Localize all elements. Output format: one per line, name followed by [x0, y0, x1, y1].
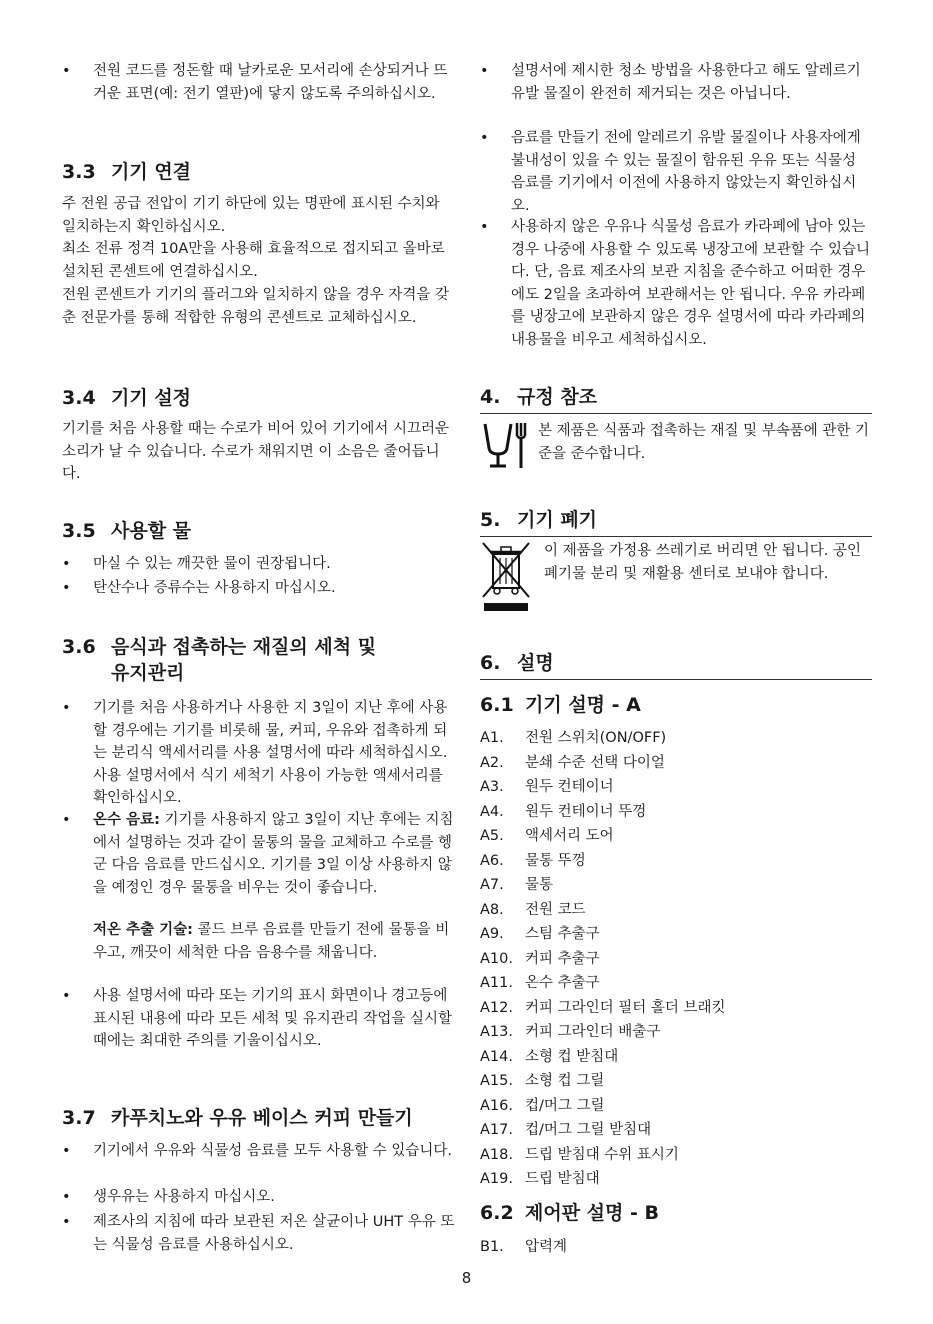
list-item: • 기기에서 우유와 식물성 음료를 모두 사용할 수 있습니다. — [62, 1143, 453, 1159]
paragraph: 전원 콘센트가 기기의 플러그와 일치하지 않을 경우 자격을 갖춘 전문가를 통해 적합한 유형의 콘센트로 교체하십시오. — [62, 287, 450, 326]
bullet: • — [62, 63, 71, 79]
appliance-parts-list — [480, 727, 872, 1193]
list-item: A8. 전원 코드 — [480, 901, 586, 918]
list-item: A4. 원두 컨테이너 뚜껑 — [480, 803, 647, 820]
list-item: • 사용하지 않은 우유나 식물성 음료가 카라페에 남아 있는 경우 나중에 사용할 수 있도록 냉장고에 보관할 수 있습니다. 단, 음료 제조사의 보관 지침을 준수하고 어떠한 경우에도 2일을 초과하여 보관해서는 안 됩니다. 우유 카라페를 냉장고에 보관하지 않은 경우 설명서에 따라 카라페의 내용물을 비우고 세척하십시오. — [480, 219, 871, 348]
list-item: A7. 물통 — [480, 877, 554, 893]
list-item: A18. 드립 받침대 수위 표시기 — [480, 1146, 679, 1163]
list-item: A12. 커피 그라인더 필터 홀더 브래킷 — [480, 999, 726, 1016]
list-item: A2. 분쇄 수준 선택 다이얼 — [480, 754, 665, 771]
list-item: • 온수 음료: 기기를 사용하지 않고 3일이 지난 후에는 지침에서 설명하는 것과 같이 물통의 물을 교체하고 수로를 헹군 다음 음료를 만드십시오. 기기를 3일 이상 사용하지 않을 예정인 경우 물통을 비우는 것이 좋습니다. — [62, 812, 454, 896]
section-heading-3-7: 3.7 카푸치노와 우유 베이스 커피 만들기 — [62, 1107, 413, 1129]
section-heading-5: 5. 기기 폐기 — [480, 507, 872, 537]
section-heading-6-2: 6.2 제어판 설명 - B — [480, 1202, 659, 1224]
list-item: A6. 물통 뚜껑 — [480, 852, 586, 869]
list-item: A1. 전원 스위치(ON/OFF) — [480, 730, 667, 746]
section-heading-3-5: 3.5 사용할 물 — [62, 520, 192, 542]
section-heading-3-4: 3.4 기기 설정 — [62, 387, 192, 409]
paragraph: 주 전원 공급 전압이 기기 하단에 있는 명판에 표시된 수치와 일치하는지 확인하십시오. — [62, 196, 440, 235]
list-item: A11. 온수 추출구 — [480, 975, 600, 991]
list-item: A13. 커피 그라인더 배출구 — [480, 1024, 661, 1040]
section-heading-3-6: 3.6 음식과 접촉하는 재질의 세척 및 유지관리 — [62, 636, 377, 684]
list-item: • 전원 코드를 정돈할 때 날카로운 모서리에 손상되거나 뜨거운 표면(예: 전기 열판)에 닿지 않도록 주의하십시오. — [62, 60, 458, 105]
section-heading-4: 4. 규정 참조 — [480, 384, 872, 414]
list-item: A15. 소형 컵 그릴 — [480, 1073, 605, 1089]
list-item: • 기기를 처음 사용하거나 사용한 지 3일이 지난 후에 사용할 경우에는 기기를 비롯해 물, 커피, 우유와 접촉하게 되는 분리식 액세서리를 사용 설명서에 따라 세척하십시오. 사용 설명서에서 식기 세척기 사용이 가능한 액세서리를 확인하십시오. — [62, 700, 448, 806]
section-heading-6: 6. 설명 — [480, 650, 872, 680]
list-item: • 생우유는 사용하지 마십시오. — [62, 1189, 275, 1205]
crossed-bin-icon — [480, 540, 532, 618]
section-heading-6-1: 6.1 기기 설명 - A — [480, 694, 641, 716]
section-heading-3-3: 3.3 기기 연결 — [62, 161, 192, 183]
list-item: A10. 커피 추출구 — [480, 950, 600, 967]
list-item: • 탄산수나 증류수는 사용하지 마십시오. — [62, 580, 336, 596]
control-panel-list — [480, 1236, 872, 1261]
list-item: A3. 원두 컨테이너 — [480, 779, 614, 795]
list-item: A16. 컵/머그 그릴 — [480, 1097, 605, 1114]
list-item: • 사용 설명서에 따라 또는 기기의 표시 화면이나 경고등에 표시된 내용에 따라 모든 세척 및 유지관리 작업을 실시할 때에는 최대한 주의를 기울이십시오. — [62, 988, 453, 1049]
list-item: A14. 소형 컵 받침대 — [480, 1048, 619, 1065]
list-item: A5. 액세서리 도어 — [480, 828, 614, 844]
list-item: B1. 압력계 — [480, 1239, 568, 1255]
list-item-continuation: 저온 추출 기술: 콜드 브루 음료를 만들기 전에 물통을 비우고, 깨끗이 세척한 다음 음용수를 채웁니다. — [93, 922, 450, 961]
list-item: A17. 컵/머그 그릴 받침대 — [480, 1122, 652, 1138]
paragraph: 최소 전류 정격 10A만을 사용해 효율적으로 접지되고 올바로 설치된 콘센트에 연결하십시오. — [62, 241, 445, 280]
paragraph: 기기를 처음 사용할 때는 수로가 비어 있어 기기에서 시끄러운 소리가 날 수 있습니다. 수로가 채워지면 이 소음은 줄어듭니다. — [62, 421, 450, 482]
list-item: • 음료를 만들기 전에 알레르기 유발 물질이나 사용자에게 불내성이 있을 수 있는 물질이 함유된 우유 또는 식물성 음료를 기기에서 이전에 사용하지 않았는지 확인하십시오. — [480, 130, 861, 214]
page-number: 8 — [461, 1269, 472, 1287]
list-item: • 설명서에 제시한 청소 방법을 사용한다고 해도 알레르기 유발 물질이 완전히 제거되는 것은 아닙니다. — [480, 63, 861, 102]
list-item: A9. 스팀 추출구 — [480, 926, 600, 942]
list-item: • 제조사의 지침에 따라 보관된 저온 살균이나 UHT 우유 또는 식물성 음료를 사용하십시오. — [62, 1214, 455, 1253]
food-contact-icon — [480, 420, 530, 476]
list-item: • 마실 수 있는 깨끗한 물이 권장됩니다. — [62, 556, 331, 572]
list-item: A19. 드립 받침대 — [480, 1171, 600, 1187]
